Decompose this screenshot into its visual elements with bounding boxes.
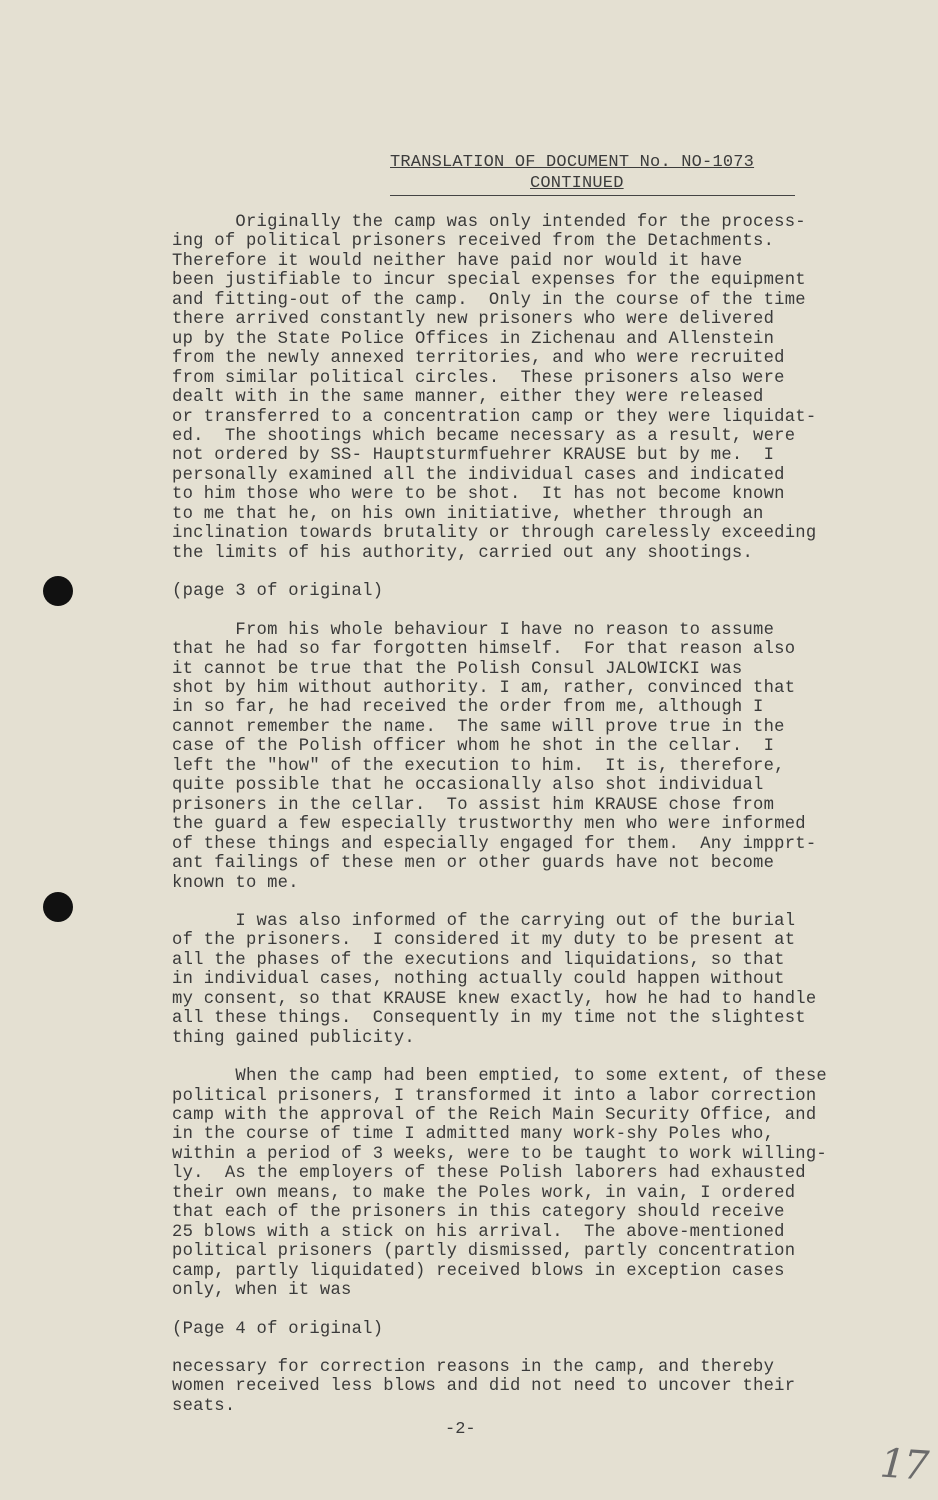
- text-line: from the newly annexed territories, and who were recruited: [172, 349, 785, 369]
- text-line: left the "how" of the execution to him. It is, therefore,: [172, 756, 785, 776]
- text-line: from similar political circles. These prisoners also were: [172, 368, 785, 388]
- text-line: ant failings of these men or other guards have not become: [172, 854, 775, 874]
- text-line: known to me.: [172, 873, 299, 893]
- text-line: inclination towards brutality or through carelessly exceeding: [172, 524, 817, 544]
- text-line: ing of political prisoners received from the Detachments.: [172, 232, 775, 252]
- document-title: TRANSLATION OF DOCUMENT No. NO-1073: [390, 153, 755, 172]
- text-line: Originally the camp was only intended for the process-: [172, 213, 806, 232]
- text-line: of these things and especially engaged for them. Any impprt-: [172, 834, 817, 854]
- page-number: -2-: [445, 1420, 476, 1439]
- text-line: 25 blows with a stick on his arrival. The above-mentioned: [172, 1222, 785, 1242]
- text-line: it cannot be true that the Polish Consul JALOWICKI was: [172, 659, 743, 679]
- text-line: seats.: [172, 1396, 236, 1416]
- text-line: political prisoners (partly dismissed, partly concentration: [172, 1242, 796, 1262]
- text-line: all the phases of the executions and liquidations, so that: [172, 950, 785, 970]
- text-line: that he had so far forgotten himself. For that reason also: [172, 640, 796, 660]
- paragraph-gap: [172, 893, 872, 912]
- text-line: shot by him without authority. I am, rather, convinced that: [172, 678, 796, 698]
- paragraph-gap: [172, 1048, 872, 1067]
- text-line: From his whole behaviour I have no reason to assume: [172, 620, 775, 640]
- text-line: in so far, he had received the order from me, although I: [172, 698, 764, 718]
- text-line: When the camp had been emptied, to some extent, of these: [172, 1067, 827, 1087]
- paragraph-gap: [172, 1339, 872, 1358]
- text-line: only, when it was: [172, 1281, 352, 1301]
- text-line: prisoners in the cellar. To assist him KRAUSE chose from: [172, 795, 775, 815]
- text-line: my consent, so that KRAUSE knew exactly, how he had to handle: [172, 989, 817, 1009]
- handwritten-page-number: 17: [878, 1440, 929, 1490]
- text-line: camp, partly liquidated) received blows in exception cases: [172, 1261, 785, 1281]
- text-line: within a period of 3 weeks, were to be taught to work willing-: [172, 1144, 827, 1164]
- text-line: case of the Polish officer whom he shot in the cellar. I: [172, 737, 775, 757]
- text-line: or transferred to a concentration camp or they were liquidat-: [172, 407, 817, 427]
- original-page-reference: (Page 4 of original): [172, 1319, 384, 1339]
- text-line: the guard a few especially trustworthy men who were informed: [172, 815, 806, 835]
- text-line: all these things. Consequently in my time not the slightest: [172, 1009, 806, 1029]
- text-line: of the prisoners. I considered it my duty to be present at: [172, 931, 796, 951]
- text-line: ly. As the employers of these Polish laborers had exhausted: [172, 1164, 806, 1184]
- text-line: in individual cases, nothing actually could happen without: [172, 970, 785, 990]
- body-paragraph: [172, 213, 872, 563]
- text-line: thing gained publicity.: [172, 1028, 415, 1048]
- paragraph-gap: [172, 602, 872, 621]
- paragraph-gap: [172, 563, 872, 582]
- document-subtitle: CONTINUED: [530, 174, 624, 193]
- text-line: dealt with in the same manner, either they were released: [172, 388, 764, 408]
- paragraph-gap: [172, 1301, 872, 1320]
- text-line: personally examined all the individual cases and indicated: [172, 465, 785, 485]
- body-paragraph: [172, 1067, 872, 1300]
- text-line: camp with the approval of the Reich Main Security Office, and: [172, 1106, 817, 1126]
- punch-hole-bottom: [43, 892, 73, 922]
- text-line: there arrived constantly new prisoners who were delivered: [172, 310, 775, 330]
- text-line: that each of the prisoners in this category should receive: [172, 1203, 785, 1223]
- text-line: not ordered by SS- Hauptsturmfuehrer KRAUSE but by me. I: [172, 446, 775, 466]
- text-line: their own means, to make the Poles work, in vain, I ordered: [172, 1183, 796, 1203]
- text-line: to him those who were to be shot. It has not become known: [172, 485, 785, 505]
- original-page-reference: (page 3 of original): [172, 582, 384, 602]
- text-line: been justifiable to incur special expenses for the equipment: [172, 271, 806, 291]
- text-line: Therefore it would neither have paid nor would it have: [172, 251, 743, 271]
- text-line: necessary for correction reasons in the camp, and thereby: [172, 1358, 775, 1378]
- text-line: women received less blows and did not need to uncover their: [172, 1377, 796, 1397]
- text-line: I was also informed of the carrying out of the burial: [172, 911, 796, 931]
- body-paragraph: [172, 621, 872, 893]
- text-line: cannot remember the name. The same will prove true in the: [172, 717, 785, 737]
- text-line: up by the State Police Offices in Zichenau and Allenstein: [172, 329, 775, 349]
- text-line: and fitting-out of the camp. Only in the course of the time: [172, 290, 806, 310]
- text-line: the limits of his authority, carried out any shootings.: [172, 543, 754, 563]
- punch-hole-top: [43, 576, 73, 606]
- text-line: quite possible that he occasionally also shot individual: [172, 776, 764, 796]
- text-line: in the course of time I admitted many work-shy Poles who,: [172, 1125, 775, 1145]
- header-rule: [390, 195, 795, 196]
- body-paragraph: [172, 1358, 872, 1416]
- body-paragraph: [172, 912, 872, 1048]
- document-body: [172, 213, 872, 1416]
- text-line: ed. The shootings which became necessary as a result, were: [172, 426, 796, 446]
- document-header: [390, 152, 798, 196]
- text-line: to me that he, on his own initiative, whether through an: [172, 504, 764, 524]
- text-line: political prisoners, I transformed it into a labor correction: [172, 1086, 817, 1106]
